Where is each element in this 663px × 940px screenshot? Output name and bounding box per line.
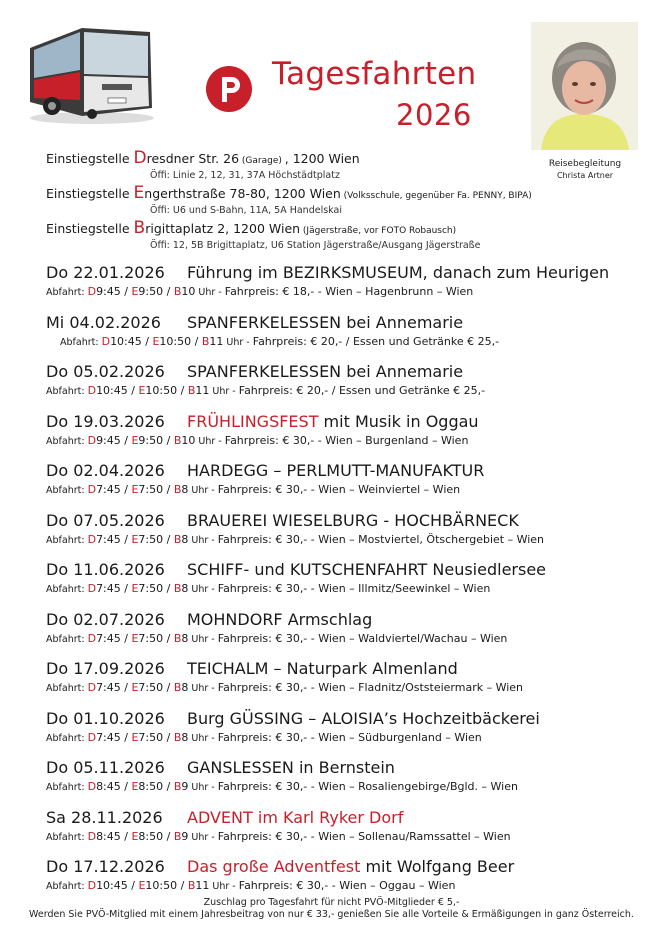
trip-title: Das große Adventfest (187, 857, 361, 876)
trip-departure: Abfahrt: D7:45 / E7:50 / B8 Uhr - Fahrpreis: € 30,- - Wien – Illmitz/Seewinkel – Wien (46, 582, 491, 595)
time-d: 7:45 (96, 681, 121, 694)
time-e: 9:50 (138, 433, 164, 447)
guide-photo (531, 22, 638, 150)
stop-d-key: D (87, 829, 97, 843)
stop-e-key: E (138, 384, 146, 397)
trip-title-rest: – Naturpark Almenland (268, 659, 458, 678)
stop-postal: , 1200 Wien (265, 186, 341, 201)
trip-date: Do 05.11.2026 (46, 758, 165, 777)
time-e: 7:50 (138, 681, 164, 694)
departure-label: Abfahrt: (46, 782, 88, 793)
departure-label: Abfahrt: (46, 683, 88, 694)
stop-postal: , 1200 Wien (284, 151, 360, 166)
time-b: 8 (181, 483, 189, 496)
stop-transit: Öffi: U6 und S-Bahn, 11A, 5A Handelskai (150, 205, 342, 216)
time-e: 7:50 (138, 483, 164, 496)
year-label: 2026 (396, 98, 472, 132)
time-b: 8 (181, 631, 189, 645)
departure-label: Abfahrt: (46, 881, 88, 892)
trip-route: - Wien – Südburgenland – Wien (307, 730, 482, 744)
trip-heading (46, 460, 646, 482)
trip-departure: Abfahrt: D10:45 / E10:50 / B11 Uhr - Fahrpreis: € 30,- - Wien – Oggau – Wien (46, 879, 456, 892)
stop-e-key: E (152, 334, 160, 348)
trip-row (46, 510, 646, 549)
trip-heading (46, 262, 646, 284)
trip-date: Do 22.01.2026 (46, 263, 165, 282)
stop-e-key: E (131, 582, 139, 595)
time-e: 7:50 (138, 532, 164, 546)
time-b: 11 (195, 879, 210, 892)
trip-route: / Essen und Getränke € 25,- (328, 384, 486, 397)
trip-date: Do 07.05.2026 (46, 510, 165, 530)
stop-b-key: B (173, 681, 182, 694)
trip-heading (46, 708, 646, 730)
stop-b-key: B (201, 334, 210, 348)
separator: - (208, 633, 218, 645)
trip-title: MOHNDORF (187, 609, 283, 629)
uhr-label: Uhr (195, 435, 216, 447)
trip-title-rest: mit Musik in Oggau (318, 411, 479, 431)
trip-heading (46, 658, 646, 680)
trip-price: Fahrpreis: € 30,- (224, 433, 315, 447)
stop-d-key: D (87, 582, 97, 595)
stop-b-key: B (173, 730, 182, 744)
stop-initial: B (133, 218, 146, 238)
time-b: 9 (181, 780, 189, 793)
trip-row (46, 460, 646, 499)
time-d: 10:45 (110, 334, 142, 348)
trip-date: Do 05.02.2026 (46, 362, 165, 381)
time-b: 8 (181, 582, 189, 595)
trip-title-rest: , danach zum Heurigen (422, 263, 610, 282)
trip-price: Fahrpreis: € 30,- (217, 483, 308, 496)
stop-e-key: E (131, 730, 139, 744)
trip-title: GÜSSING (229, 708, 304, 728)
bus-image (22, 18, 157, 128)
stop-e-key: E (131, 829, 139, 843)
time-d: 7:45 (96, 582, 121, 595)
uhr-label: Uhr (195, 287, 216, 298)
stop-b-key: B (173, 532, 182, 546)
trip-title: BRAUEREI WIESELBURG - HOCHBÄRNECK (187, 510, 519, 530)
trip-heading (46, 559, 646, 581)
stop-postal: , 1200 Wien (225, 221, 301, 236)
stop-d-key: D (87, 433, 97, 447)
stop-d-key: D (87, 631, 97, 645)
trip-departure: Abfahrt: D7:45 / E7:50 / B8 Uhr - Fahrpreis: € 30,- - Wien – Mostviertel, Ötschergebiet – Wien (46, 532, 545, 546)
time-b: 10 (181, 285, 196, 298)
trip-route: - Wien – Waldviertel/Wachau – Wien (307, 631, 508, 645)
trip-departure: Abfahrt: D9:45 / E9:50 / B10 Uhr - Fahrpreis: € 30,- - Wien – Burgenland – Wien (46, 433, 469, 447)
stop-prefix: Einstiegstelle (46, 221, 134, 236)
departure-label: Abfahrt: (46, 287, 88, 298)
uhr-label: Uhr (188, 831, 209, 843)
uhr-label: Uhr (188, 485, 209, 496)
separator: - (208, 683, 218, 694)
trip-row (46, 708, 646, 747)
stop-e-key: E (131, 483, 139, 496)
stop-e-key: E (131, 631, 139, 645)
guide-name: Christa Artner (556, 171, 614, 180)
trip-row (46, 609, 646, 648)
departure-label: Abfahrt: (46, 386, 88, 397)
stop-b-key: B (187, 879, 196, 892)
departure-label: Abfahrt: (60, 336, 102, 348)
stop-b-key: B (173, 285, 182, 298)
boarding-stops (46, 150, 616, 255)
trip-heading (46, 807, 646, 829)
trip-departure: Abfahrt: D7:45 / E7:50 / B8 Uhr - Fahrpreis: € 30,- - Wien – Weinviertel – Wien (46, 483, 461, 496)
trip-price: Fahrpreis: € 30,- (217, 582, 308, 595)
separator: - (243, 336, 253, 348)
stop-b-key: B (173, 582, 182, 595)
departure-label: Abfahrt: (46, 732, 88, 744)
trip-title: SCHIFF- und KUTSCHENFAHRT (187, 560, 428, 579)
trip-row (46, 658, 646, 697)
trip-row (46, 757, 646, 796)
trip-route: - Wien – Hagenbrunn – Wien (314, 285, 474, 298)
time-e: 7:50 (138, 582, 164, 595)
trip-price: Fahrpreis: € 30,- (217, 681, 308, 694)
departure-label: Abfahrt: (46, 831, 88, 843)
stop-street: resdner Str. 26 (146, 151, 240, 166)
separator: - (208, 485, 218, 496)
time-d: 7:45 (96, 730, 121, 744)
time-e: 8:50 (138, 780, 164, 793)
departure-label: Abfahrt: (46, 633, 88, 645)
stop-b-key: B (173, 483, 182, 496)
time-d: 7:45 (96, 532, 121, 546)
trip-title: HARDEGG – PERLMUTT-MANUFAKTUR (187, 461, 485, 480)
trip-route: - Wien – Fladnitz/Oststeiermark – Wien (307, 681, 524, 694)
p-logo-icon (205, 65, 253, 113)
trip-title: TEICHALM (187, 659, 269, 678)
trip-heading (46, 312, 646, 334)
stop-transit: Öffi: 12, 5B Brigittaplatz, U6 Station Jägerstraße/Ausgang Jägerstraße (150, 240, 481, 251)
stop-d-key: D (87, 532, 97, 546)
trip-route: - Wien – Burgenland – Wien (314, 433, 469, 447)
time-d: 10:45 (96, 384, 128, 397)
stop-e-key: E (131, 285, 139, 298)
trip-title-rest: mit Wolfgang Beer (360, 857, 515, 876)
trip-price: Fahrpreis: € 30,- (217, 829, 308, 843)
trip-date: Do 02.04.2026 (46, 461, 165, 480)
uhr-label: Uhr (209, 386, 230, 397)
trip-date: Do 01.10.2026 (46, 708, 165, 728)
trip-date: Sa 28.11.2026 (46, 807, 163, 827)
time-e: 10:50 (145, 879, 178, 892)
stop-b-key: B (187, 384, 196, 397)
stop-initial: D (133, 148, 147, 168)
stop-e-key: E (131, 532, 139, 546)
departure-label: Abfahrt: (46, 435, 88, 447)
stop-transit: Öffi: Linie 2, 12, 31, 37A Höchstädtplatz (150, 170, 340, 181)
trip-title: SPANFERKELESSEN (187, 362, 342, 381)
trip-title-rest: Neusiedlersee (427, 560, 547, 579)
trip-departure: Abfahrt: D7:45 / E7:50 / B8 Uhr - Fahrpreis: € 30,- - Wien – Waldviertel/Wachau – Wien (46, 631, 508, 645)
footer-surcharge: Zuschlag pro Tagesfahrt für nicht PVÖ-Mitglieder € 5,- (203, 897, 460, 908)
trip-date: Do 02.07.2026 (46, 609, 165, 629)
trip-departure: Abfahrt: D9:45 / E9:50 / B10 Uhr - Fahrpreis: € 18,- - Wien – Hagenbrunn – Wien (46, 285, 474, 298)
stop-b-key: B (173, 631, 182, 645)
trip-title-lead: Führung im (187, 263, 283, 282)
trip-price: Fahrpreis: € 30,- (217, 780, 308, 793)
trip-price: Fahrpreis: € 30,- (217, 730, 308, 744)
trip-departure: Abfahrt: D8:45 / E8:50 / B9 Uhr - Fahrpreis: € 30,- - Wien – Sollenau/Ramssattel – Wien (46, 829, 511, 843)
trip-title-lead: Burg (187, 708, 230, 728)
guide-caption: Reisebegleitung (548, 159, 622, 169)
separator: - (208, 782, 218, 793)
trip-date: Do 17.12.2026 (46, 857, 165, 876)
trip-heading (46, 856, 646, 878)
trip-heading (46, 609, 646, 631)
trip-date: Do 17.09.2026 (46, 659, 165, 678)
trip-title-rest: in Bernstein (293, 758, 395, 777)
uhr-label: Uhr (188, 782, 209, 793)
trip-heading (46, 411, 646, 433)
stop-extra: (Volksschule, gegenüber Fa. PENNY, BIPA) (340, 191, 532, 201)
trip-route: - Wien – Illmitz/Seewinkel – Wien (307, 582, 491, 595)
trip-row (46, 807, 646, 846)
uhr-label: Uhr (188, 732, 209, 744)
stop-e-key: E (138, 879, 146, 892)
stop-street: rigittaplatz 2 (145, 221, 226, 236)
time-e: 7:50 (138, 730, 164, 744)
separator: - (208, 831, 218, 843)
stop-prefix: Einstiegstelle (46, 151, 134, 166)
stop-d-key: D (87, 384, 97, 397)
trip-departure: Abfahrt: D8:45 / E8:50 / B9 Uhr - Fahrpreis: € 30,- - Wien – Rosaliengebirge/Bgld. – Wien (46, 780, 518, 793)
trip-heading (46, 757, 646, 779)
trip-title-rest: – ALOISIA’s Hochzeitbäckerei (303, 708, 540, 728)
separator: - (229, 386, 239, 397)
trip-row (46, 361, 646, 400)
trip-title-rest: bei Annemarie (341, 362, 464, 381)
time-d: 9:45 (96, 433, 121, 447)
stop-note: (Garage) (239, 156, 285, 166)
trip-heading (46, 510, 646, 532)
trip-date: Do 11.06.2026 (46, 560, 165, 579)
trip-route: - Wien – Mostviertel, Ötschergebiet – Wien (307, 532, 545, 546)
stop-dresdner (46, 150, 616, 182)
stop-b-key: B (173, 780, 182, 793)
trip-title-rest: Armschlag (282, 609, 373, 629)
trip-title: GANSLESSEN (187, 758, 294, 777)
trip-title-rest: bei Annemarie (341, 312, 464, 332)
time-d: 7:45 (96, 631, 121, 645)
time-b: 9 (181, 829, 189, 843)
trip-row (46, 559, 646, 598)
stop-extra: (Jägerstraße, vor FOTO Robausch) (300, 226, 457, 236)
trip-title: FRÜHLINGSFEST (187, 411, 319, 431)
stop-initial: E (133, 183, 145, 203)
uhr-label: Uhr (188, 534, 209, 546)
separator: - (215, 287, 225, 298)
time-d: 7:45 (96, 483, 121, 496)
trip-price: Fahrpreis: € 20,- (238, 384, 329, 397)
stop-street: ngerthstraße 78-80 (144, 186, 266, 201)
uhr-label: Uhr (188, 683, 209, 694)
trip-title: BEZIRKSMUSEUM (282, 263, 423, 282)
trip-departure: Abfahrt: D7:45 / E7:50 / B8 Uhr - Fahrpreis: € 30,- - Wien – Fladnitz/Oststeiermark – Wien (46, 681, 524, 694)
trip-row (46, 856, 646, 895)
trip-title: SPANFERKELESSEN (187, 312, 342, 332)
trip-price: Fahrpreis: € 30,- (238, 879, 329, 892)
uhr-label: Uhr (223, 336, 244, 348)
time-b: 8 (181, 532, 189, 546)
time-e: 10:50 (159, 334, 192, 348)
stop-d-key: D (101, 334, 111, 348)
trip-row (46, 411, 646, 450)
separator: - (215, 435, 225, 447)
departure-label: Abfahrt: (46, 534, 88, 546)
stop-b-key: B (173, 829, 182, 843)
time-e: 7:50 (138, 631, 164, 645)
trip-departure: Abfahrt: D10:45 / E10:50 / B11 Uhr - Fahrpreis: € 20,- / Essen und Getränke € 25,- (46, 384, 486, 397)
trip-price: Fahrpreis: € 30,- (217, 532, 308, 546)
stop-d-key: D (87, 483, 97, 496)
separator: - (208, 732, 218, 744)
trip-row (46, 262, 646, 301)
time-d: 8:45 (96, 780, 121, 793)
stop-b-key: B (173, 433, 182, 447)
trip-price: Fahrpreis: € 30,- (217, 631, 308, 645)
stop-d-key: D (87, 285, 97, 298)
trip-heading (46, 361, 646, 383)
trip-title: ADVENT im Karl Ryker Dorf (187, 807, 404, 827)
time-d: 8:45 (96, 829, 121, 843)
stop-d-key: D (87, 879, 97, 892)
time-b: 10 (181, 433, 196, 447)
time-b: 8 (181, 681, 189, 694)
trip-price: Fahrpreis: € 18,- (224, 285, 315, 298)
uhr-label: Uhr (209, 881, 230, 892)
trip-route: - Wien – Weinviertel – Wien (307, 483, 461, 496)
stop-engerth (46, 185, 616, 217)
stop-prefix: Einstiegstelle (46, 186, 134, 201)
stop-brigitta (46, 220, 616, 252)
time-b: 11 (209, 334, 224, 348)
time-e: 8:50 (138, 829, 164, 843)
stop-e-key: E (131, 780, 139, 793)
stop-e-key: E (131, 681, 139, 694)
page-title: Tagesfahrten (272, 56, 477, 92)
departure-label: Abfahrt: (46, 584, 88, 595)
trip-price: Fahrpreis: € 20,- (252, 334, 343, 348)
trip-route: - Wien – Oggau – Wien (328, 879, 456, 892)
trip-date: Do 19.03.2026 (46, 411, 165, 431)
time-d: 10:45 (96, 879, 128, 892)
departure-label: Abfahrt: (46, 485, 88, 496)
trip-route: - Wien – Rosaliengebirge/Bgld. – Wien (307, 780, 518, 793)
time-d: 9:45 (96, 285, 121, 298)
trip-departure: Abfahrt: D7:45 / E7:50 / B8 Uhr - Fahrpreis: € 30,- - Wien – Südburgenland – Wien (46, 730, 482, 744)
separator: - (208, 534, 218, 546)
trip-route: - Wien – Sollenau/Ramssattel – Wien (307, 829, 511, 843)
time-b: 11 (195, 384, 210, 397)
trip-route: / Essen und Getränke € 25,- (342, 334, 500, 348)
stop-d-key: D (87, 681, 97, 694)
uhr-label: Uhr (188, 584, 209, 595)
footer-membership: Werden Sie PVÖ-Mitglied mit einem Jahresbeitrag von nur € 33,- genießen Sie alle Vorteile & Ermäßigungen in ganz Österreich. (29, 909, 634, 920)
separator: - (208, 584, 218, 595)
trip-row (46, 312, 646, 351)
time-e: 9:50 (138, 285, 164, 298)
uhr-label: Uhr (188, 633, 209, 645)
time-e: 10:50 (145, 384, 178, 397)
trip-date: Mi 04.02.2026 (46, 312, 161, 332)
footer (0, 897, 663, 921)
time-b: 8 (181, 730, 189, 744)
separator: - (229, 881, 239, 892)
stop-d-key: D (87, 780, 97, 793)
stop-e-key: E (131, 433, 139, 447)
trip-departure: Abfahrt: D10:45 / E10:50 / B11 Uhr - Fahrpreis: € 20,- / Essen und Getränke € 25,- (60, 334, 500, 348)
stop-d-key: D (87, 730, 97, 744)
